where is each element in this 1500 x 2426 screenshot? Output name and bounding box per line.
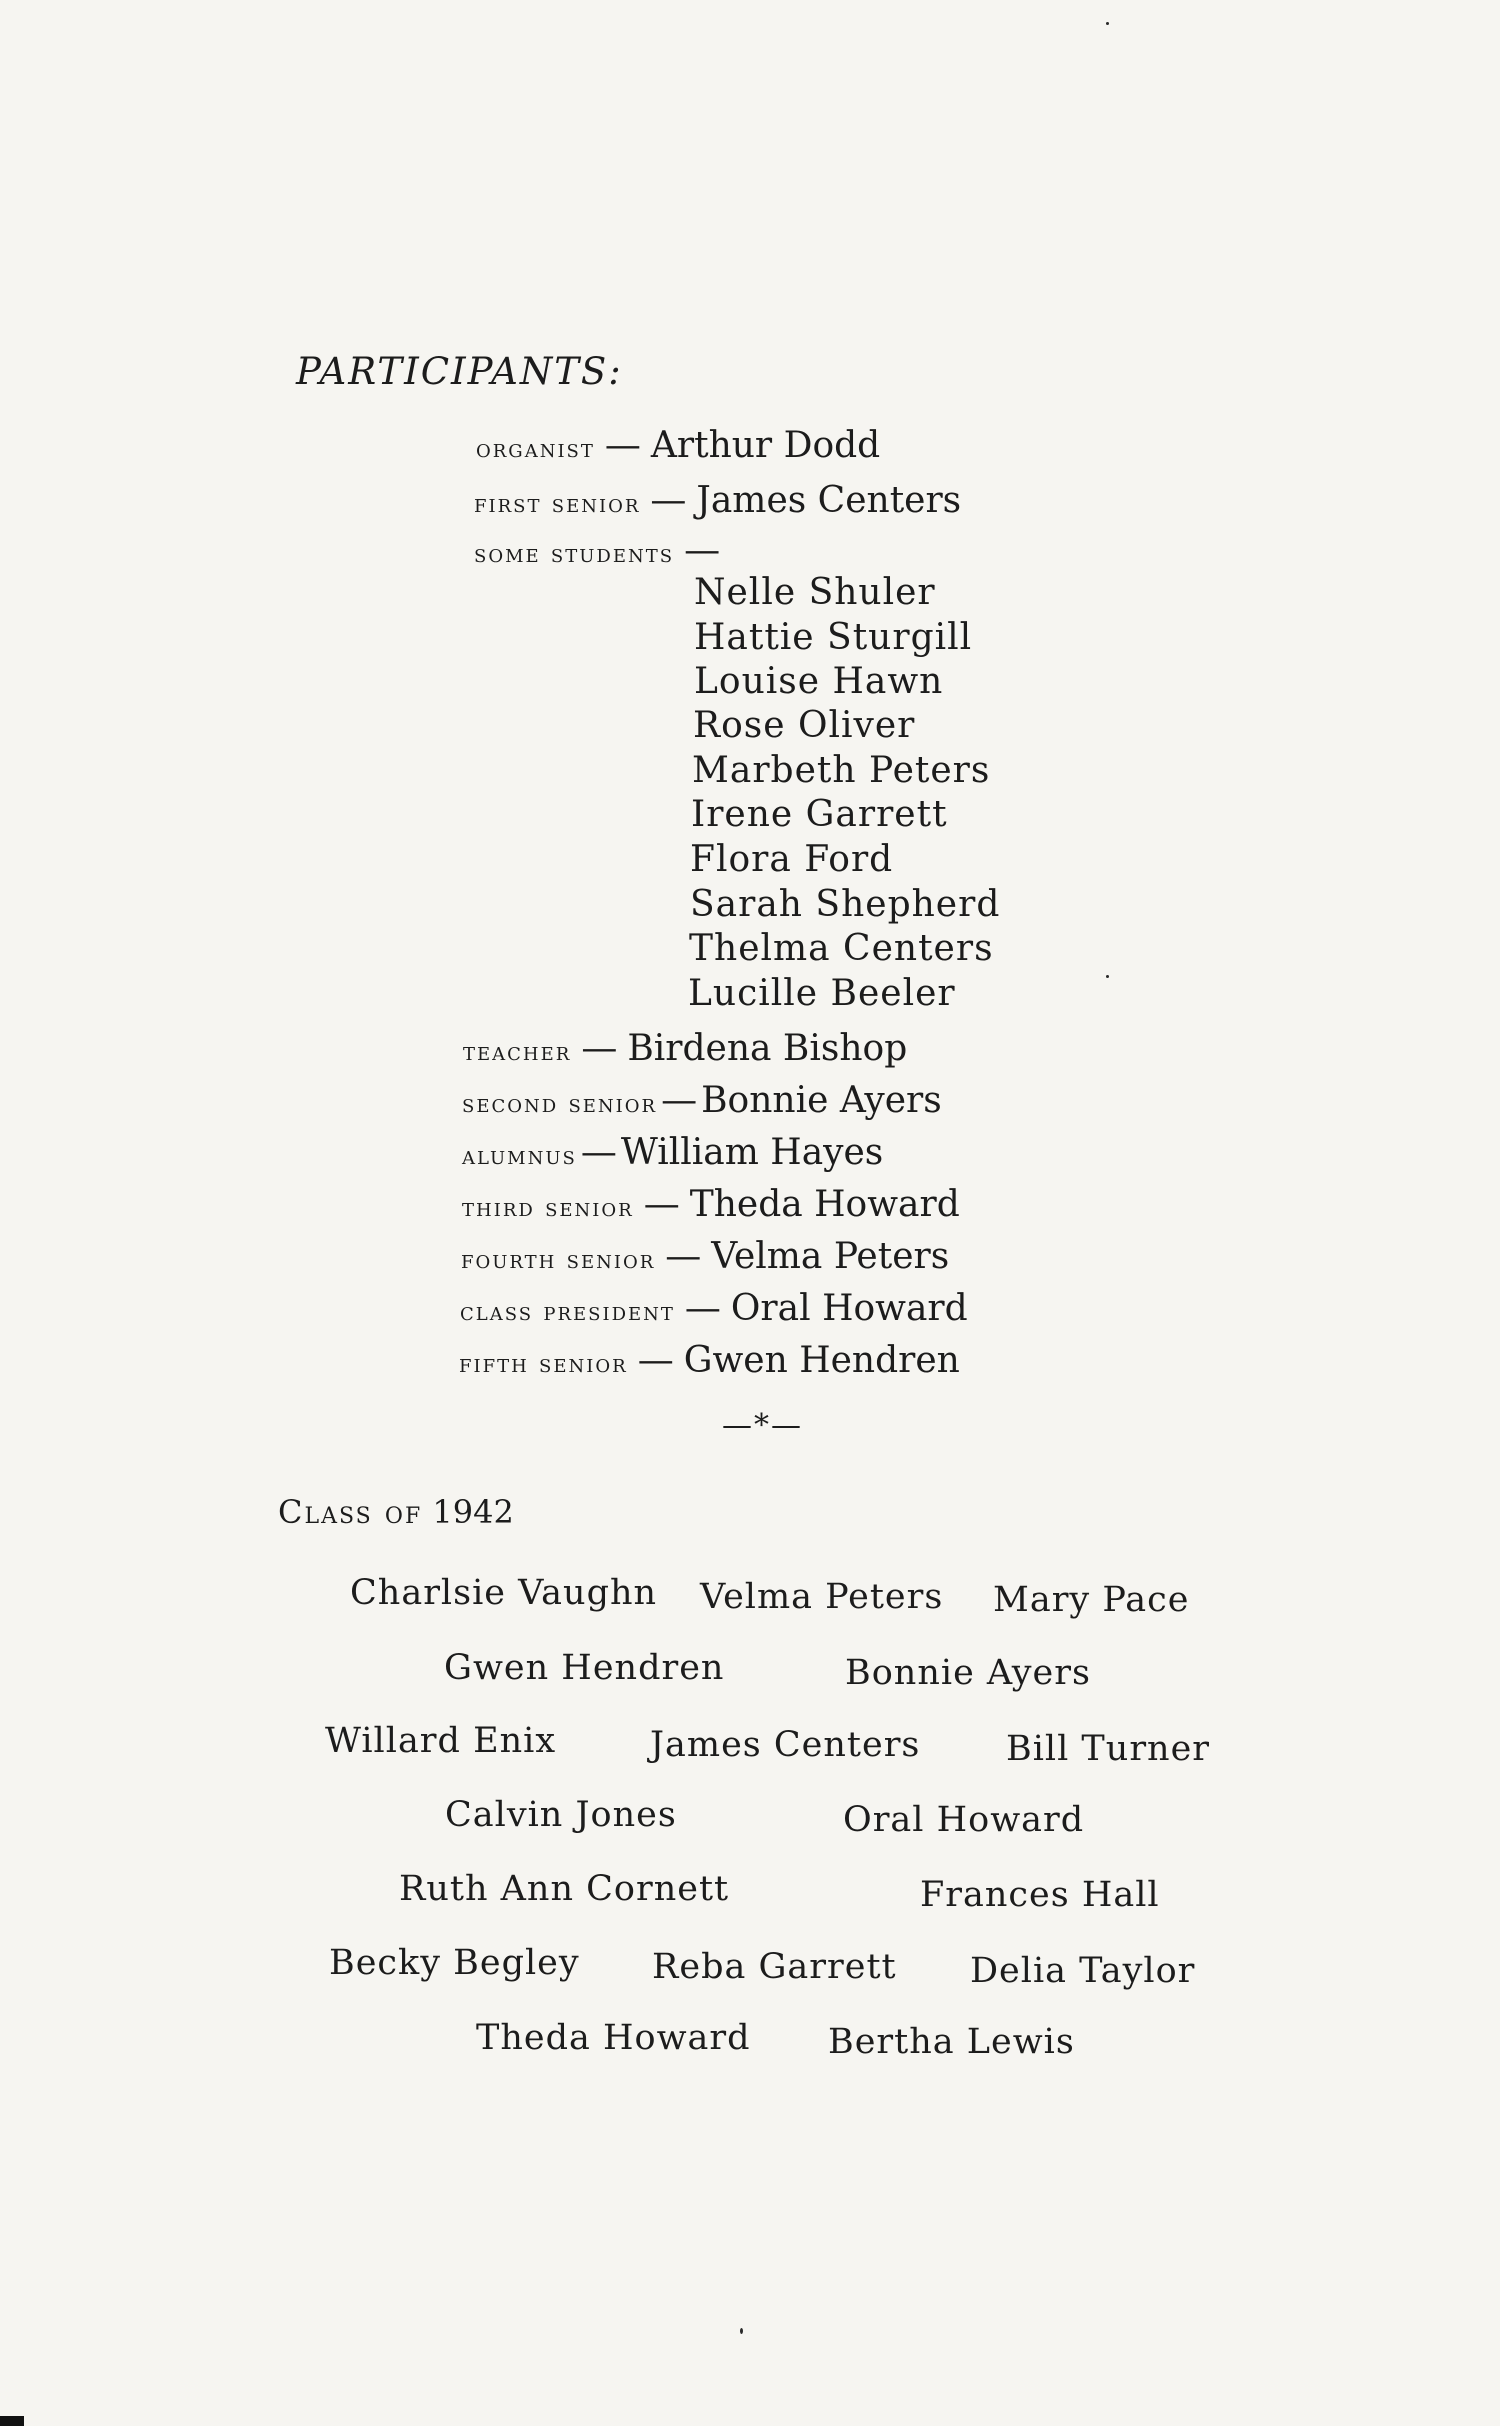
section-divider: —*— [722,1408,803,1443]
role-label: first senior [474,489,641,519]
page-edge-mark [0,2416,24,2426]
role-name: William Hayes [620,1132,884,1173]
role-label: teacher [463,1037,572,1067]
role-line-third-senior [462,1184,960,1225]
student-name: Thelma Centers [689,928,994,969]
class-member: Reba Garrett [652,1947,897,1987]
class-member: Oral Howard [843,1800,1085,1840]
class-member: James Centers [650,1725,921,1765]
role-name: Theda Howard [689,1184,960,1225]
role-label: alumnus [462,1141,577,1171]
role-separator: — [665,1236,702,1277]
role-separator: — [643,1184,680,1225]
role-line-alumnus [462,1132,883,1173]
role-separator: — [684,1288,721,1329]
role-label: fourth senior [461,1245,656,1275]
student-name: Flora Ford [690,839,894,880]
class-member: Frances Hall [920,1875,1160,1915]
student-name: Louise Hawn [694,661,944,702]
role-name: Birdena Bishop [627,1028,908,1069]
class-member: Velma Peters [700,1577,944,1617]
role-name: Arthur Dodd [650,425,881,466]
role-separator: — [637,1340,674,1381]
paper-speck [1106,22,1109,25]
class-year: 1942 [432,1493,514,1531]
class-member: Bonnie Ayers [845,1653,1091,1693]
class-label: Class of [278,1493,423,1531]
role-line-fourth-senior [461,1236,949,1277]
role-line-fifth-senior [459,1340,960,1381]
class-member: Ruth Ann Cornett [399,1869,730,1909]
role-separator: — [684,530,721,571]
class-heading [278,1493,514,1531]
role-separator: — [661,1080,698,1121]
role-name: Gwen Hendren [683,1340,960,1381]
role-label: second senior [462,1089,658,1119]
role-line-second-senior [462,1080,942,1121]
role-name: Oral Howard [730,1288,968,1329]
student-name: Marbeth Peters [692,750,991,791]
class-member: Gwen Hendren [444,1648,725,1688]
role-line-organist [476,425,880,466]
class-member: Bill Turner [1006,1729,1211,1769]
role-name: Velma Peters [711,1236,950,1277]
role-label: some students [474,539,675,569]
participants-heading: PARTICIPANTS: [296,350,623,393]
role-label: class president [460,1297,675,1327]
class-member: Willard Enix [325,1721,557,1761]
paper-speck [1106,975,1109,978]
student-name: Irene Garrett [691,794,948,835]
role-label: fifth senior [459,1349,628,1379]
class-member: Becky Begley [329,1943,580,1983]
role-separator: — [650,480,687,521]
role-line-first-senior [474,480,961,521]
role-line-class-president [460,1288,968,1329]
class-member: Charlsie Vaughn [350,1573,658,1613]
role-separator: — [604,425,641,466]
class-member: Mary Pace [993,1580,1190,1620]
class-member: Calvin Jones [445,1795,677,1835]
paper-speck [740,2328,743,2334]
student-name: Nelle Shuler [694,572,936,613]
student-name: Rose Oliver [693,705,916,746]
role-separator: — [580,1132,617,1173]
role-name: James Centers [696,480,962,521]
student-name: Hattie Sturgill [694,617,973,658]
role-name: Bonnie Ayers [701,1080,942,1121]
student-name: Sarah Shepherd [690,884,1001,925]
class-member: Delia Taylor [970,1951,1196,1991]
class-member: Theda Howard [476,2018,751,2058]
role-line-teacher [463,1028,907,1069]
student-name: Lucille Beeler [688,973,956,1014]
role-label: third senior [462,1193,634,1223]
role-line-some-students [474,530,730,571]
class-member: Bertha Lewis [828,2022,1075,2062]
role-label: organist [476,434,595,464]
role-separator: — [581,1028,618,1069]
